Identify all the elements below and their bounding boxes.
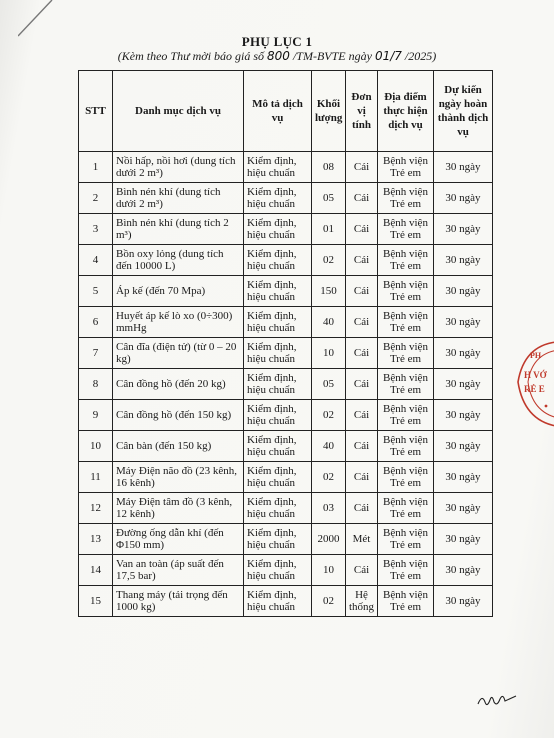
- cell-desc: Kiểm định, hiệu chuẩn: [244, 524, 312, 555]
- cell-qty: 02: [312, 586, 346, 617]
- cell-stt: 4: [79, 245, 113, 276]
- cell-location: Bệnh viện Trẻ em: [378, 214, 434, 245]
- cell-location: Bệnh viện Trẻ em: [378, 183, 434, 214]
- cell-unit: Cái: [346, 276, 378, 307]
- cell-qty: 05: [312, 183, 346, 214]
- signature-initials: [476, 690, 520, 710]
- cell-time: 30 ngày: [434, 400, 493, 431]
- cell-item: Máy Điện tâm đồ (3 kênh, 12 kênh): [113, 493, 244, 524]
- cell-stt: 13: [79, 524, 113, 555]
- stamp-line-3: RẺ E: [524, 384, 545, 394]
- cell-qty: 40: [312, 307, 346, 338]
- table-row: [79, 369, 493, 400]
- cell-item: Máy Điện não đồ (23 kênh, 16 kênh): [113, 462, 244, 493]
- table-row: [79, 276, 493, 307]
- cell-desc: Kiểm định, hiệu chuẩn: [244, 245, 312, 276]
- cell-unit: Cái: [346, 369, 378, 400]
- cell-item: Nồi hấp, nồi hơi (dung tích dưới 2 m³): [113, 152, 244, 183]
- stamp-line-1: PH: [530, 351, 542, 360]
- cell-time: 30 ngày: [434, 586, 493, 617]
- cell-location: Bệnh viện Trẻ em: [378, 338, 434, 369]
- cell-stt: 10: [79, 431, 113, 462]
- cell-desc: Kiểm định, hiệu chuẩn: [244, 152, 312, 183]
- cell-location: Bệnh viện Trẻ em: [378, 524, 434, 555]
- cell-unit: Cái: [346, 400, 378, 431]
- table-row: [79, 400, 493, 431]
- red-stamp-fragment: [516, 336, 554, 432]
- cell-location: Bệnh viện Trẻ em: [378, 586, 434, 617]
- cell-unit: Cái: [346, 183, 378, 214]
- table-row: [79, 524, 493, 555]
- cell-stt: 1: [79, 152, 113, 183]
- table-row: [79, 183, 493, 214]
- cell-unit: Cái: [346, 555, 378, 586]
- cell-qty: 08: [312, 152, 346, 183]
- cell-time: 30 ngày: [434, 214, 493, 245]
- cell-desc: Kiểm định, hiệu chuẩn: [244, 586, 312, 617]
- cell-location: Bệnh viện Trẻ em: [378, 431, 434, 462]
- cell-unit: Cái: [346, 431, 378, 462]
- appendix-subtitle: [0, 49, 554, 64]
- cell-qty: 40: [312, 431, 346, 462]
- cell-item: Đường ống dẫn khí (đến Φ150 mm): [113, 524, 244, 555]
- cell-location: Bệnh viện Trẻ em: [378, 462, 434, 493]
- table-body: [79, 152, 493, 617]
- cell-location: Bệnh viện Trẻ em: [378, 152, 434, 183]
- cell-item: Bình nén khí (dung tích dưới 2 m³): [113, 183, 244, 214]
- table-row: [79, 586, 493, 617]
- cell-stt: 5: [79, 276, 113, 307]
- cell-qty: 01: [312, 214, 346, 245]
- cell-desc: Kiểm định, hiệu chuẩn: [244, 369, 312, 400]
- cell-desc: Kiểm định, hiệu chuẩn: [244, 400, 312, 431]
- cell-time: 30 ngày: [434, 307, 493, 338]
- header-unit: Đơn vị tính: [346, 71, 378, 152]
- cell-item: Bồn oxy lỏng (dung tích đến 10000 L): [113, 245, 244, 276]
- subtitle-suffix: /2025): [401, 49, 437, 63]
- table-row: [79, 338, 493, 369]
- cell-location: Bệnh viện Trẻ em: [378, 369, 434, 400]
- header-time: Dự kiến ngày hoàn thành dịch vụ: [434, 71, 493, 152]
- cell-desc: Kiểm định, hiệu chuẩn: [244, 276, 312, 307]
- cell-unit: Cái: [346, 462, 378, 493]
- cell-unit: Cái: [346, 152, 378, 183]
- cell-stt: 14: [79, 555, 113, 586]
- cell-time: 30 ngày: [434, 462, 493, 493]
- cell-unit: Cái: [346, 493, 378, 524]
- cell-location: Bệnh viện Trẻ em: [378, 245, 434, 276]
- cell-desc: Kiểm định, hiệu chuẩn: [244, 183, 312, 214]
- cell-desc: Kiểm định, hiệu chuẩn: [244, 462, 312, 493]
- table-row: [79, 462, 493, 493]
- cell-time: 30 ngày: [434, 555, 493, 586]
- cell-unit: Mét: [346, 524, 378, 555]
- cell-location: Bệnh viện Trẻ em: [378, 307, 434, 338]
- header-location: Địa điểm thực hiện dịch vụ: [378, 71, 434, 152]
- service-table: [78, 70, 493, 617]
- cell-stt: 15: [79, 586, 113, 617]
- cell-qty: 10: [312, 338, 346, 369]
- cell-time: 30 ngày: [434, 493, 493, 524]
- table-row: [79, 152, 493, 183]
- cell-desc: Kiểm định, hiệu chuẩn: [244, 338, 312, 369]
- cell-desc: Kiểm định, hiệu chuẩn: [244, 555, 312, 586]
- cell-qty: 02: [312, 245, 346, 276]
- header-qty: Khối lượng: [312, 71, 346, 152]
- cell-time: 30 ngày: [434, 276, 493, 307]
- table-header-row: [79, 71, 493, 152]
- table-row: [79, 245, 493, 276]
- cell-qty: 10: [312, 555, 346, 586]
- cell-stt: 7: [79, 338, 113, 369]
- cell-location: Bệnh viện Trẻ em: [378, 400, 434, 431]
- cell-stt: 11: [79, 462, 113, 493]
- cell-unit: Cái: [346, 245, 378, 276]
- cell-stt: 3: [79, 214, 113, 245]
- cell-item: Cân đồng hồ (đến 20 kg): [113, 369, 244, 400]
- appendix-title: PHỤ LỤC 1: [241, 34, 313, 49]
- cell-item: Van an toàn (áp suất đến 17,5 bar): [113, 555, 244, 586]
- cell-time: 30 ngày: [434, 183, 493, 214]
- header-stt: STT: [79, 71, 113, 152]
- cell-location: Bệnh viện Trẻ em: [378, 276, 434, 307]
- cell-stt: 8: [79, 369, 113, 400]
- cell-qty: 05: [312, 369, 346, 400]
- cell-qty: 150: [312, 276, 346, 307]
- cell-location: Bệnh viện Trẻ em: [378, 493, 434, 524]
- cell-item: Áp kế (đến 70 Mpa): [113, 276, 244, 307]
- stamp-line-2: H VỚ: [524, 370, 547, 380]
- cell-item: Huyết áp kế lò xo (0÷300) mmHg: [113, 307, 244, 338]
- header-item: Danh mục dịch vụ: [113, 71, 244, 152]
- table-row: [79, 555, 493, 586]
- cell-unit: Cái: [346, 214, 378, 245]
- cell-stt: 2: [79, 183, 113, 214]
- cell-location: Bệnh viện Trẻ em: [378, 555, 434, 586]
- reference-date: 01/7: [374, 49, 402, 63]
- cell-qty: 02: [312, 462, 346, 493]
- table-row: [79, 431, 493, 462]
- cell-unit: Cái: [346, 307, 378, 338]
- table-row: [79, 307, 493, 338]
- cell-stt: 12: [79, 493, 113, 524]
- subtitle-middle: /TM-BVTE ngày: [289, 49, 375, 63]
- cell-unit: Hệ thống: [346, 586, 378, 617]
- header-desc: Mô tả dịch vụ: [244, 71, 312, 152]
- cell-desc: Kiểm định, hiệu chuẩn: [244, 307, 312, 338]
- cell-item: Thang máy (tải trọng đến 1000 kg): [113, 586, 244, 617]
- cell-stt: 9: [79, 400, 113, 431]
- cell-time: 30 ngày: [434, 152, 493, 183]
- cell-item: Cân đồng hồ (đến 150 kg): [113, 400, 244, 431]
- cell-qty: 02: [312, 400, 346, 431]
- cell-qty: 2000: [312, 524, 346, 555]
- cell-time: 30 ngày: [434, 369, 493, 400]
- cell-desc: Kiểm định, hiệu chuẩn: [244, 431, 312, 462]
- cell-item: Bình nén khí (dung tích 2 m³): [113, 214, 244, 245]
- table-row: [79, 214, 493, 245]
- cell-time: 30 ngày: [434, 245, 493, 276]
- cell-time: 30 ngày: [434, 338, 493, 369]
- cell-desc: Kiểm định, hiệu chuẩn: [244, 493, 312, 524]
- cell-desc: Kiểm định, hiệu chuẩn: [244, 214, 312, 245]
- reference-number: 800: [267, 49, 290, 63]
- cell-time: 30 ngày: [434, 524, 493, 555]
- cell-qty: 03: [312, 493, 346, 524]
- cell-item: Cân bàn (đến 150 kg): [113, 431, 244, 462]
- table-row: [79, 493, 493, 524]
- cell-stt: 6: [79, 307, 113, 338]
- subtitle-prefix: (Kèm theo Thư mời báo giá số: [117, 49, 268, 63]
- cell-item: Cân đĩa (điện tử) (từ 0 – 20 kg): [113, 338, 244, 369]
- cell-time: 30 ngày: [434, 431, 493, 462]
- cell-unit: Cái: [346, 338, 378, 369]
